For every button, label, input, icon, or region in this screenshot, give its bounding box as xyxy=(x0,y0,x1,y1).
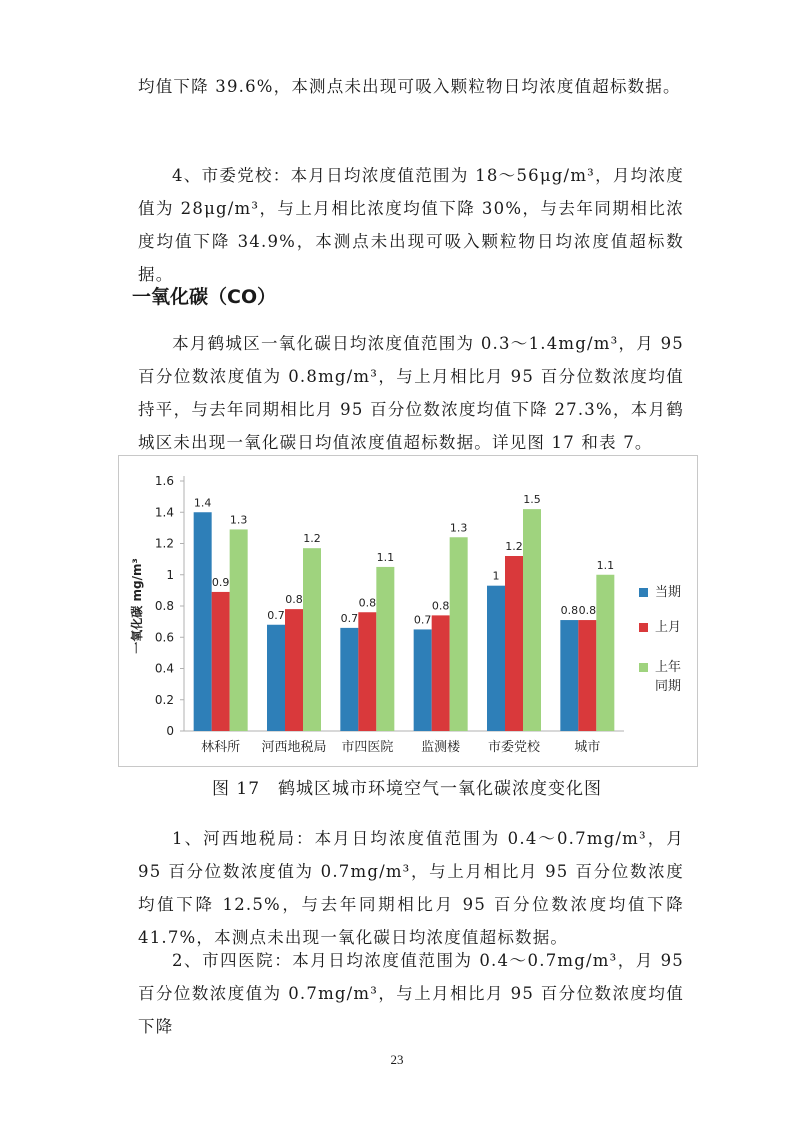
paragraph-co-summary xyxy=(138,327,684,459)
bar-data-label: 0.8 xyxy=(578,604,597,618)
paragraph-fourth-hospital xyxy=(138,944,684,1043)
bar-last-month xyxy=(578,620,596,731)
y-tick-label: 1 xyxy=(166,567,174,582)
bar-current xyxy=(267,625,285,731)
bar-current xyxy=(487,586,505,731)
paragraph-party-school-text: 4、市委党校：本月日均浓度值范围为 18～56μg/m³，月均浓度值为 28μg/m³，与上月相比浓度均值下降 30%，与去年同期相比浓度均值下降 34.9%，本测点未出现可吸入颗粒物日均浓度值超标数据。 xyxy=(138,166,684,284)
y-tick-label: 0.4 xyxy=(154,661,174,676)
bar-last-year xyxy=(596,575,614,731)
y-tick-label: 1.2 xyxy=(154,536,174,551)
bar-last-month xyxy=(432,615,450,731)
legend-label-line1: 上年 xyxy=(655,660,682,675)
bar-last-month xyxy=(505,556,523,731)
bar-data-label: 0.9 xyxy=(211,575,230,589)
bar-last-year xyxy=(450,537,468,731)
y-axis-label: 一氧化碳 mg/m³ xyxy=(130,558,144,654)
paragraph-hexi-tax xyxy=(138,822,684,954)
x-tick-label: 河西地税局 xyxy=(261,740,327,755)
figure-caption: 图 17 鹤城区城市环境空气一氧化碳浓度变化图 xyxy=(211,779,603,799)
bar-data-label: 1.4 xyxy=(193,496,212,510)
section-heading-co: 一氧化碳（CO） xyxy=(132,286,277,308)
bar-data-label: 0.8 xyxy=(358,596,377,610)
paragraph-fourth-hospital-text: 2、市四医院：本月日均浓度值范围为 0.4～0.7mg/m³，月 95 百分位数浓度值为 0.7mg/m³，与上月相比月 95 百分位数浓度均值下降 xyxy=(138,951,684,1036)
legend-label-line2: 同期 xyxy=(655,679,682,694)
y-tick-label: 0.2 xyxy=(154,692,174,707)
bar-last-year xyxy=(303,548,321,731)
bar-data-label: 1.1 xyxy=(376,550,395,564)
bar-data-label: 1.1 xyxy=(596,558,615,572)
legend-swatch xyxy=(639,588,648,597)
y-tick-label: 1.4 xyxy=(154,505,174,520)
page-number: 23 xyxy=(390,1052,404,1067)
bar-data-label: 0.8 xyxy=(560,604,579,618)
bar-current xyxy=(414,629,432,731)
bar-last-year xyxy=(523,509,541,731)
bar-current xyxy=(340,628,358,731)
bar-last-year xyxy=(230,529,248,731)
paragraph-co-summary-text: 本月鹤城区一氧化碳日均浓度值范围为 0.3～1.4mg/m³，月 95 百分位数浓度值为 0.8mg/m³，与上月相比月 95 百分位数浓度均值持平，与去年同期相比月 95 百分位数浓度均值下降 27.3%，本月鹤城区未出现一氧化碳日均值浓度值超标数据。详见图 17 和表 7。 xyxy=(138,334,684,452)
bar-data-label: 1.3 xyxy=(229,513,248,527)
x-tick-label: 市四医院 xyxy=(341,740,394,755)
legend-swatch xyxy=(639,663,648,672)
figure-17-chart xyxy=(118,455,698,767)
x-tick-label: 城市 xyxy=(574,740,601,755)
y-tick-label: 1.6 xyxy=(154,474,174,488)
y-tick-label: 0 xyxy=(166,724,174,738)
y-tick-label: 0.6 xyxy=(154,630,174,645)
bar-last-month xyxy=(358,612,376,731)
bar-data-label: 0.7 xyxy=(267,608,285,622)
bar-data-label: 0.8 xyxy=(285,593,303,607)
x-tick-label: 监测楼 xyxy=(421,740,461,755)
bar-current xyxy=(194,512,212,731)
paragraph-hexi-tax-text: 1、河西地税局：本月日均浓度值范围为 0.4～0.7mg/m³，月 95 百分位数浓度值为 0.7mg/m³，与上月相比月 95 百分位数浓度均值下降 12.5%，与去年同期相比月 95 百分位数浓度均值下降 41.7%，本测点未出现一氧化碳日均浓度值超标数据。 xyxy=(138,829,684,947)
x-tick-label: 林科所 xyxy=(201,740,241,755)
bar-last-month xyxy=(285,609,303,731)
paragraph-party-school xyxy=(138,159,684,291)
bar-data-label: 1.2 xyxy=(505,540,523,553)
x-tick-label: 市委党校 xyxy=(487,740,541,755)
bar-current xyxy=(560,620,578,731)
y-tick-label: 0.8 xyxy=(154,599,174,613)
co-bar-chart xyxy=(119,456,697,766)
bar-data-label: 0.7 xyxy=(413,613,432,627)
bar-last-year xyxy=(376,567,394,731)
bar-data-label: 1.5 xyxy=(523,493,541,507)
bar-data-label: 1 xyxy=(492,569,500,583)
legend-label: 当期 xyxy=(655,585,682,600)
legend-label: 上月 xyxy=(655,620,682,635)
bar-data-label: 0.7 xyxy=(340,611,359,625)
bar-data-label: 1.2 xyxy=(303,532,321,546)
paragraph-pm10-continued: 均值下降 39.6%，本测点未出现可吸入颗粒物日均浓度值超标数据。 xyxy=(138,77,681,96)
bar-data-label: 0.8 xyxy=(431,599,450,613)
bar-last-month xyxy=(212,592,230,731)
bar-data-label: 1.3 xyxy=(449,521,468,535)
legend-swatch xyxy=(639,623,648,632)
